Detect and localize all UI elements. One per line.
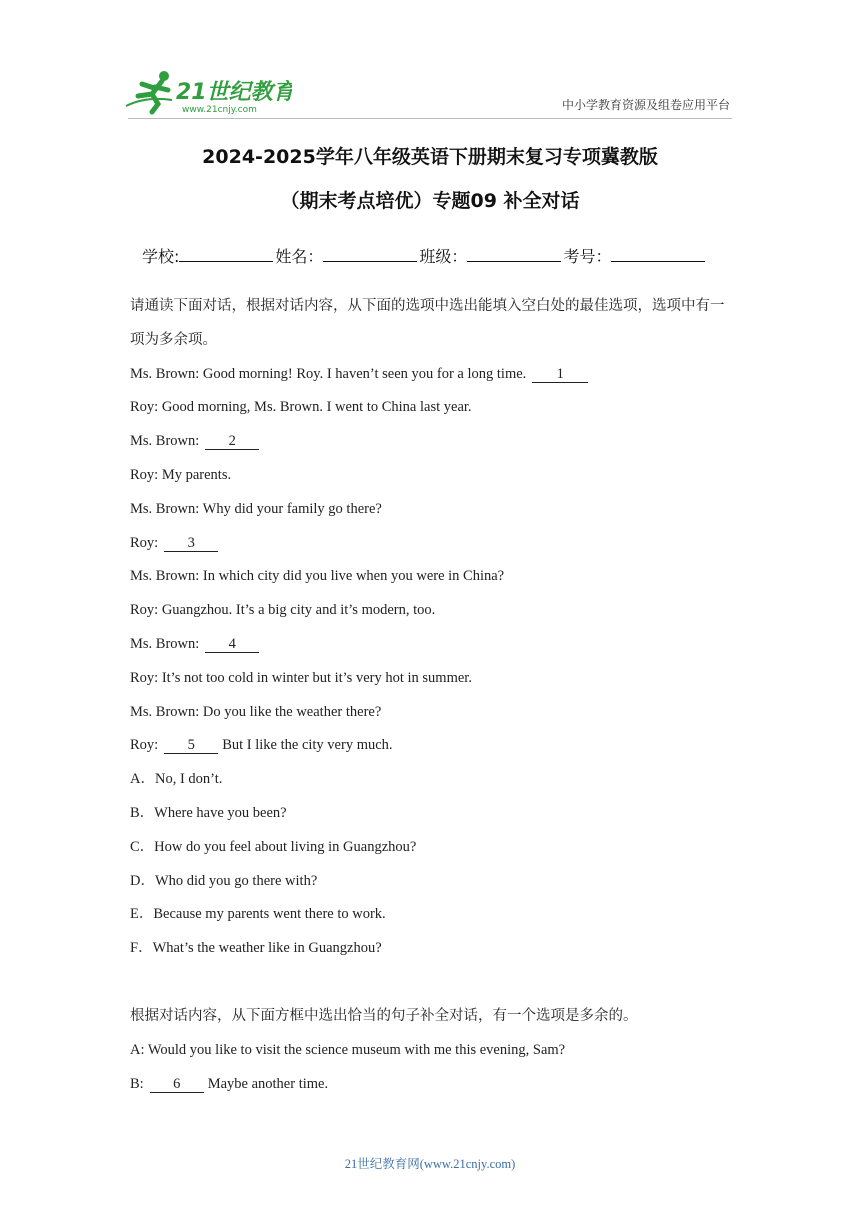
dialogue-line: Ms. Brown: Do you like the weather there?: [130, 703, 382, 720]
header-divider: [128, 118, 732, 119]
runner-logo-icon: [122, 66, 292, 116]
answer-blank[interactable]: 3: [164, 535, 218, 552]
option-item: E．Because my parents went there to work.: [130, 906, 386, 923]
question-content: [130, 290, 734, 1101]
option-item: A．No, I don’t.: [130, 771, 223, 788]
exam-number-field[interactable]: [611, 247, 705, 262]
name-label: 姓名：: [275, 247, 324, 266]
page-subtitle: （期末考点培优）专题09 补全对话: [280, 190, 580, 212]
logo: [122, 66, 292, 116]
class-label: 班级：: [419, 247, 468, 266]
answer-blank[interactable]: 2: [205, 433, 259, 450]
section-gap: [130, 966, 734, 1000]
footer-link[interactable]: 21世纪教育网(www.21cnjy.com): [344, 1157, 516, 1171]
dialogue-line: Ms. Brown: Good morning! Roy. I haven’t seen you for a long time. 1: [130, 358, 734, 392]
answer-blank[interactable]: 4: [205, 636, 259, 653]
option-item: D．Who did you go there with?: [130, 872, 318, 889]
option-item: B．Where have you been?: [130, 804, 287, 821]
option-item: F．What’s the weather like in Guangzhou?: [130, 940, 382, 957]
svg-text:21世纪教育: 21世纪教育: [176, 80, 292, 105]
class-field[interactable]: [467, 247, 561, 262]
section2-instruction: 根据对话内容，从下面方框中选出恰当的句子补全对话，有一个选项是多余的。: [130, 1007, 638, 1024]
name-field[interactable]: [323, 247, 417, 262]
dialogue-line: Ms. Brown: 2: [130, 425, 734, 459]
answer-blank[interactable]: 5: [164, 737, 218, 754]
school-label: 学校:: [142, 247, 180, 266]
dialogue-line: Roy: It’s not too cold in winter but it’s very hot in summer.: [130, 669, 472, 686]
dialogue-line: B: 6 Maybe another time.: [130, 1075, 329, 1092]
page-title: 2024-2025学年八年级英语下册期末复习专项冀教版: [202, 146, 658, 168]
section1-instruction: 请通读下面对话，根据对话内容，从下面的选项中选出能填入空白处的最佳选项，选项中有一项为多余项。: [130, 298, 725, 348]
student-info-row: [142, 244, 707, 267]
school-field[interactable]: [179, 247, 273, 262]
dialogue-line: A: Would you like to visit the science museum with me this evening, Sam?: [130, 1041, 566, 1058]
svg-text:www.21cnjy.com: www.21cnjy.com: [182, 105, 257, 115]
dialogue-line: Roy: My parents.: [130, 466, 232, 483]
dialogue-line: Roy: 3: [130, 527, 734, 561]
dialogue-line: Roy: Guangzhou. It’s a big city and it’s modern, too.: [130, 602, 436, 619]
answer-blank[interactable]: 1: [532, 366, 588, 383]
option-item: C．How do you feel about living in Guangzhou?: [130, 838, 417, 855]
exam-number-label: 考号：: [563, 247, 612, 266]
dialogue-line: Roy: Good morning, Ms. Brown. I went to China last year.: [130, 399, 472, 416]
answer-blank[interactable]: 6: [150, 1076, 204, 1093]
dialogue-line: Ms. Brown: 4: [130, 628, 734, 662]
platform-label: 中小学教育资源及组卷应用平台: [561, 98, 730, 112]
dialogue-line: Ms. Brown: Why did your family go there?: [130, 500, 382, 517]
dialogue-line: Ms. Brown: In which city did you live when you were in China?: [130, 568, 505, 585]
dialogue-line: Roy: 5 But I like the city very much.: [130, 737, 393, 754]
